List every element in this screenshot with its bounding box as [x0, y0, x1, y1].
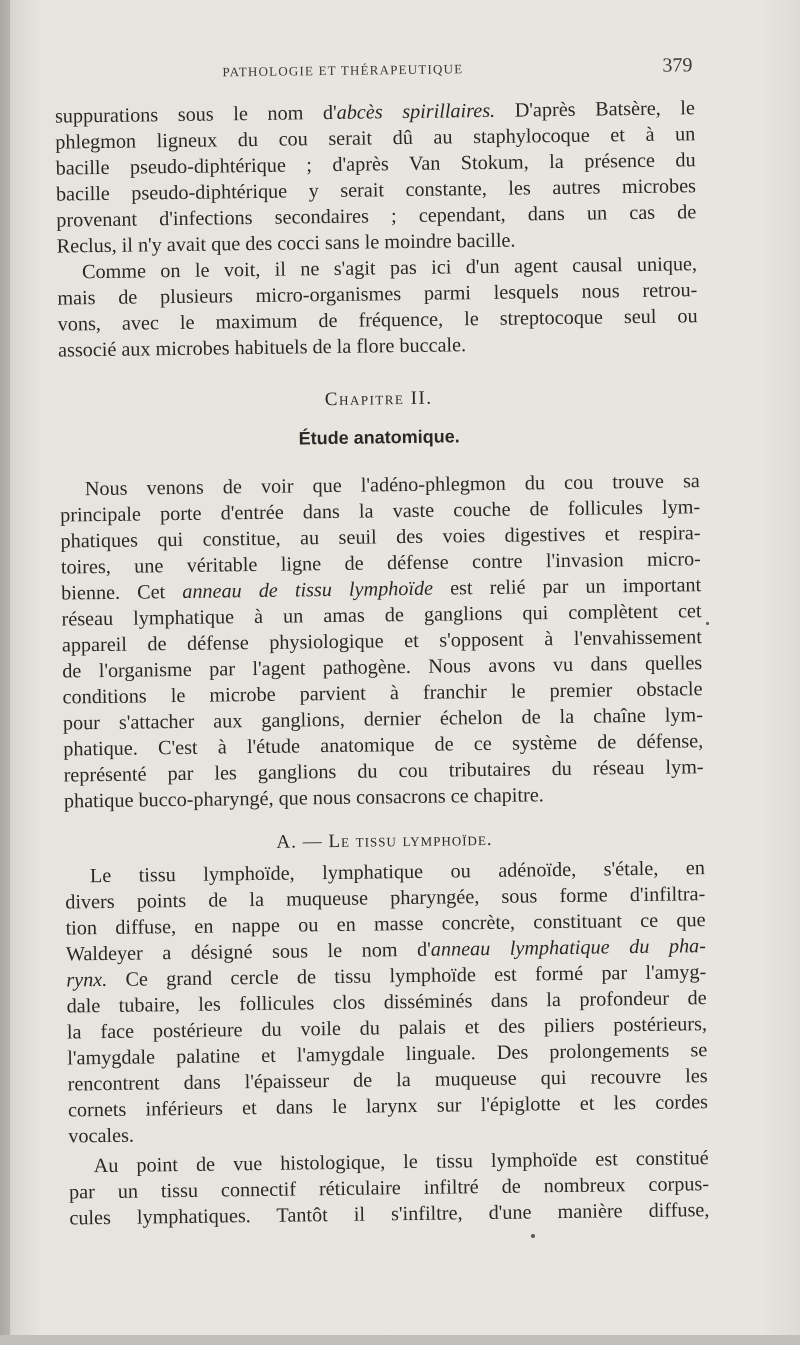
- chapter-label: Chapitre: [324, 388, 405, 411]
- page-bottom-edge: [0, 1335, 800, 1345]
- text-line: par un tissu connectif réticulaire infiltré de nombreux corpus-: [68, 1173, 710, 1204]
- text-line: associé aux microbes habituels de la flore buccale.: [57, 334, 467, 362]
- text-line: phatiques qui constitue, au seuil des voies digestives et respira-: [60, 522, 701, 553]
- text-line: Reclus, il n'y avait que des cocci sans le moindre bacille.: [56, 229, 516, 258]
- text-block: [22, 0, 780, 1345]
- text-line: Waldeyer a désigné sous le nom d'anneau lymphatique du pha-: [65, 935, 707, 966]
- text-line: divers points de la muqueuse pharyngée, sous forme d'infiltra-: [65, 883, 706, 914]
- section-title: Le tissu lymphoïde.: [328, 828, 493, 853]
- text-line: rencontrent dans l'épaisseur de la muqueuse qui recouvre les: [67, 1065, 708, 1096]
- text-line: Au point de vue histologique, le tissu lymphoïde est constitué: [93, 1147, 709, 1178]
- text-line: bienne. Cet anneau de tissu lymphoïde est relié par un important: [61, 574, 702, 605]
- running-title: PATHOLOGIE ET THÉRAPEUTIQUE: [222, 61, 464, 80]
- text-line: conditions le microbe parvient à franchir le premier obstacle: [62, 678, 703, 709]
- text-line: cornets inférieurs et dans le larynx sur l'épiglotte et les cordes: [67, 1091, 709, 1122]
- text-line: de l'organisme par l'agent pathogène. Nous avons vu dans quelles: [62, 652, 703, 683]
- chapter-heading: [59, 384, 699, 414]
- text-line: suppurations sous le nom d'abcès spirillaires. D'après Batsère, le: [54, 97, 696, 128]
- text-line: réseau lymphatique à un amas de ganglions qui complètent cet: [61, 600, 702, 631]
- text-line: bacille pseudo-diphtérique ; d'après Van Stokum, la présence du: [55, 149, 696, 180]
- section-heading: [64, 826, 704, 856]
- text-line: Comme on le voit, il ne s'agit pas ici d'un agent causal unique,: [81, 253, 698, 284]
- text-line: appareil de défense physiologique et s'opposent à l'envahissement: [61, 626, 703, 657]
- text-line: bacille pseudo-diphtérique y serait constante, les autres microbes: [55, 175, 697, 206]
- text-line: l'amygdale palatine et l'amygdale linguale. Des prolongements se: [67, 1039, 708, 1070]
- section-letter: A.: [276, 831, 298, 853]
- text-line: principale porte d'entrée dans la vaste couche de follicules lym-: [60, 496, 701, 527]
- ink-speck: [706, 622, 709, 625]
- text-line: représenté par les ganglions du cou tributaires du réseau lym-: [63, 756, 704, 787]
- text-line: Le tissu lymphoïde, lymphatique ou adénoïde, s'étale, en: [89, 857, 706, 888]
- section-dash: —: [302, 831, 323, 853]
- text-line: provenant d'infections secondaires ; cependant, dans un cas de: [56, 201, 697, 232]
- text-line: Nous venons de voir que l'adéno-phlegmon du cou trouve sa: [84, 470, 700, 501]
- text-line: vocales.: [68, 1124, 135, 1148]
- text-line: tion diffuse, en nappe ou en masse concrète, constituant ce que: [65, 909, 706, 940]
- page-spine-shadow: [0, 0, 10, 1345]
- text-line: la face postérieure du voile du palais et des piliers postérieurs,: [66, 1013, 708, 1044]
- text-line: mais de plusieurs micro-organismes parmi lesquels nous retrou-: [57, 279, 698, 310]
- text-line: rynx. Ce grand cercle de tissu lymphoïde est formé par l'amyg-: [66, 961, 707, 992]
- chapter-title: Étude anatomique.: [298, 426, 460, 449]
- text-line: toires, une véritable ligne de défense contre l'invasion micro-: [60, 548, 701, 579]
- page-header: [222, 54, 692, 88]
- text-line: dale tubaire, les follicules clos disséminés dans la profondeur de: [66, 987, 707, 1018]
- text-line: vons, avec le maximum de fréquence, le streptocoque seul ou: [57, 305, 698, 336]
- text-line: cules lymphatiques. Tantôt il s'infiltre, d'une manière diffuse,: [69, 1199, 710, 1230]
- text-line: phatique bucco-pharyngé, que nous consacrons ce chapitre.: [63, 784, 544, 813]
- text-line: phatique. C'est à l'étude anatomique de ce système de défense,: [63, 730, 704, 761]
- text-line: pour s'attacher aux ganglions, dernier échelon de la chaîne lym-: [62, 704, 704, 735]
- text-line: phlegmon ligneux du cou serait dû au staphylocoque et à un: [55, 123, 696, 154]
- chapter-number: II.: [410, 387, 433, 409]
- ink-speck: [531, 1234, 535, 1238]
- page-number: 379: [662, 54, 693, 77]
